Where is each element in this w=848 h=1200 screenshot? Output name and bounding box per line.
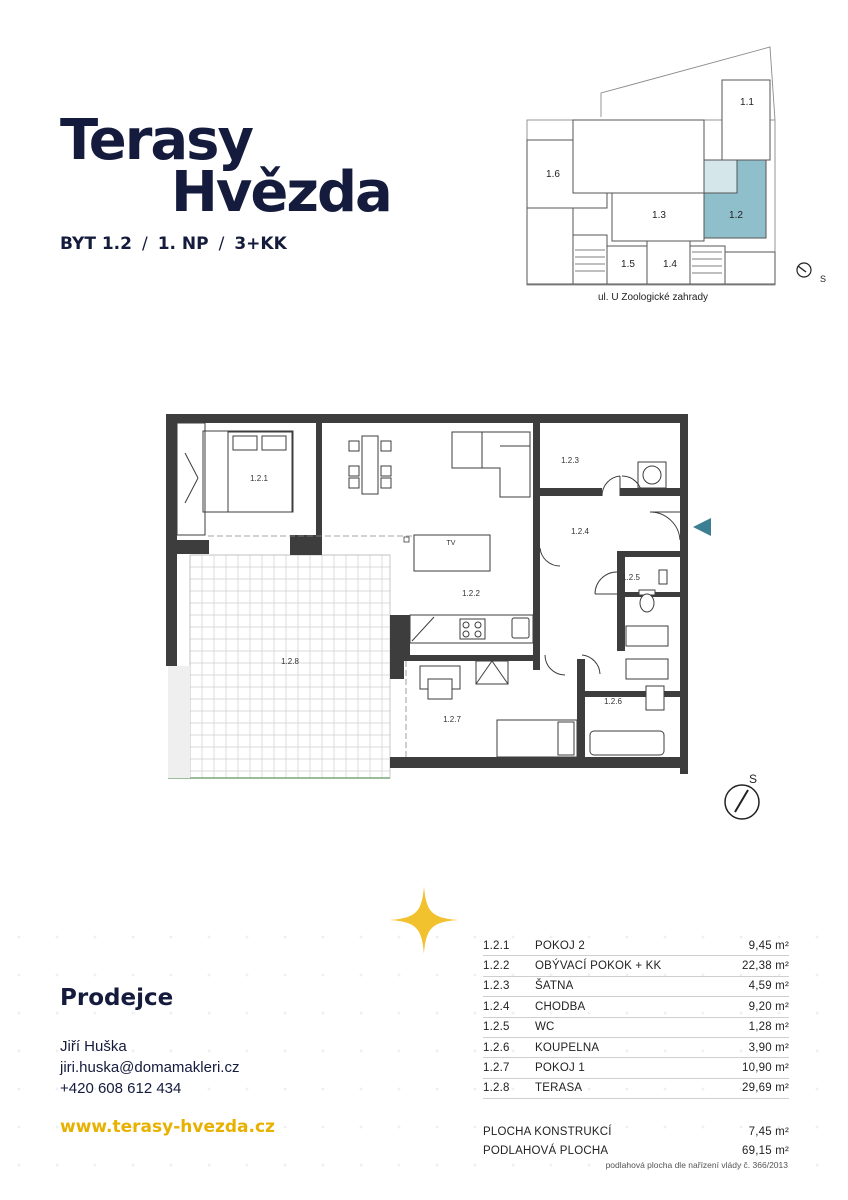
toilet-icon <box>639 570 667 612</box>
site-unit-label: 1.5 <box>621 259 635 270</box>
area-row <box>483 1018 789 1038</box>
room-code: 1.2.6 <box>483 1041 510 1054</box>
room-code: 1.2.7 <box>483 1062 510 1075</box>
separator: / <box>218 234 225 254</box>
compass-label: S <box>748 772 758 786</box>
unit-floor: 1. NP <box>157 234 209 254</box>
brand-title-line1: Terasy <box>60 108 252 173</box>
summary-name: PODLAHOVÁ PLOCHA <box>483 1144 609 1157</box>
area-table <box>483 936 789 1160</box>
room-code: 1.2.3 <box>483 980 510 993</box>
seller-heading: Prodejce <box>60 985 174 1011</box>
brand-title-line2: Hvězda <box>171 160 391 225</box>
wardrobe-icon <box>476 661 508 684</box>
site-unit-label: 1.3 <box>652 210 666 221</box>
area-row <box>483 977 789 997</box>
unit-name: BYT 1.2 <box>60 234 132 254</box>
site-plan <box>520 40 830 290</box>
room-name: TERASA <box>535 1082 583 1095</box>
room-label: 1.2.3 <box>561 456 579 465</box>
washing-machine-icon <box>638 462 666 488</box>
room-code: 1.2.4 <box>483 1000 510 1013</box>
room-name: OBÝVACÍ POKOK + KK <box>535 960 662 973</box>
room-name: POKOJ 1 <box>535 1062 585 1075</box>
entrance-arrow-icon <box>693 518 711 536</box>
room-area: 9,20 m² <box>748 1000 789 1013</box>
room-area: 10,90 m² <box>742 1062 789 1075</box>
separator: / <box>141 234 148 254</box>
summary-area: 69,15 m² <box>742 1144 789 1157</box>
room-name: WC <box>535 1021 555 1034</box>
room-name: POKOJ 2 <box>535 939 585 952</box>
site-unit-label: 1.2 <box>729 210 743 221</box>
room-label: 1.2.7 <box>443 715 461 724</box>
room-name: KOUPELNA <box>535 1041 600 1054</box>
floor-plan <box>160 405 758 790</box>
room-area: 22,38 m² <box>742 960 789 973</box>
room-code: 1.2.1 <box>483 939 510 952</box>
room-label: 1.2.2 <box>462 589 480 598</box>
summary-name: PLOCHA KONSTRUKCÍ <box>483 1125 612 1138</box>
sofa-icon <box>452 432 530 497</box>
room-area: 1,28 m² <box>748 1021 789 1034</box>
star-icon <box>388 884 460 956</box>
room-code: 1.2.8 <box>483 1082 510 1095</box>
area-row <box>483 997 789 1017</box>
area-note: podlahová plocha dle nařízení vlády č. 366/2013 <box>605 1160 788 1170</box>
room-area: 3,90 m² <box>748 1041 789 1054</box>
room-area: 29,69 m² <box>742 1082 789 1095</box>
bathtub-icon <box>590 731 664 755</box>
room-name: ŠATNA <box>535 980 574 993</box>
area-row <box>483 956 789 976</box>
room-label: 1.2.5 <box>622 573 640 582</box>
area-row <box>483 1038 789 1058</box>
tv-label: TV <box>446 540 456 547</box>
area-row <box>483 1079 789 1099</box>
room-code: 1.2.5 <box>483 1021 510 1034</box>
summary-area: 7,45 m² <box>748 1125 789 1138</box>
bed-icon <box>228 432 292 512</box>
summary-row <box>483 1141 789 1160</box>
site-compass-icon <box>797 263 826 284</box>
seller-email[interactable]: jiri.huska@domamakleri.cz <box>60 1059 240 1076</box>
sink-icon <box>646 686 664 710</box>
chair-icon <box>428 679 452 699</box>
street-label: ul. U Zoologické zahrady <box>598 292 709 303</box>
room-area: 4,59 m² <box>748 980 789 993</box>
seller-phone[interactable]: +420 608 612 434 <box>60 1080 182 1097</box>
site-compass-label: S <box>820 274 827 284</box>
dining-table-icon <box>349 436 391 494</box>
room-label: 1.2.8 <box>281 657 299 666</box>
summary-row <box>483 1122 789 1141</box>
area-row <box>483 936 789 956</box>
area-row <box>483 1058 789 1078</box>
website-link[interactable]: www.terasy-hvezda.cz <box>60 1117 275 1137</box>
compass-icon <box>725 772 759 819</box>
site-unit-label: 1.6 <box>546 169 560 180</box>
terrace <box>168 555 390 778</box>
site-unit-label: 1.4 <box>663 259 677 270</box>
tv-unit <box>414 535 490 571</box>
unit-layout: 3+KK <box>234 234 287 254</box>
room-area: 9,45 m² <box>748 939 789 952</box>
kitchen-counter <box>410 615 533 643</box>
room-name: CHODBA <box>535 1000 586 1013</box>
unit-subtitle <box>60 234 287 254</box>
site-unit-label: 1.1 <box>740 97 754 108</box>
room-label: 1.2.6 <box>604 697 622 706</box>
room-code: 1.2.2 <box>483 960 510 973</box>
room-label: 1.2.1 <box>250 474 268 483</box>
seller-name: Jiří Huška <box>60 1038 127 1055</box>
room-label: 1.2.4 <box>571 527 589 536</box>
